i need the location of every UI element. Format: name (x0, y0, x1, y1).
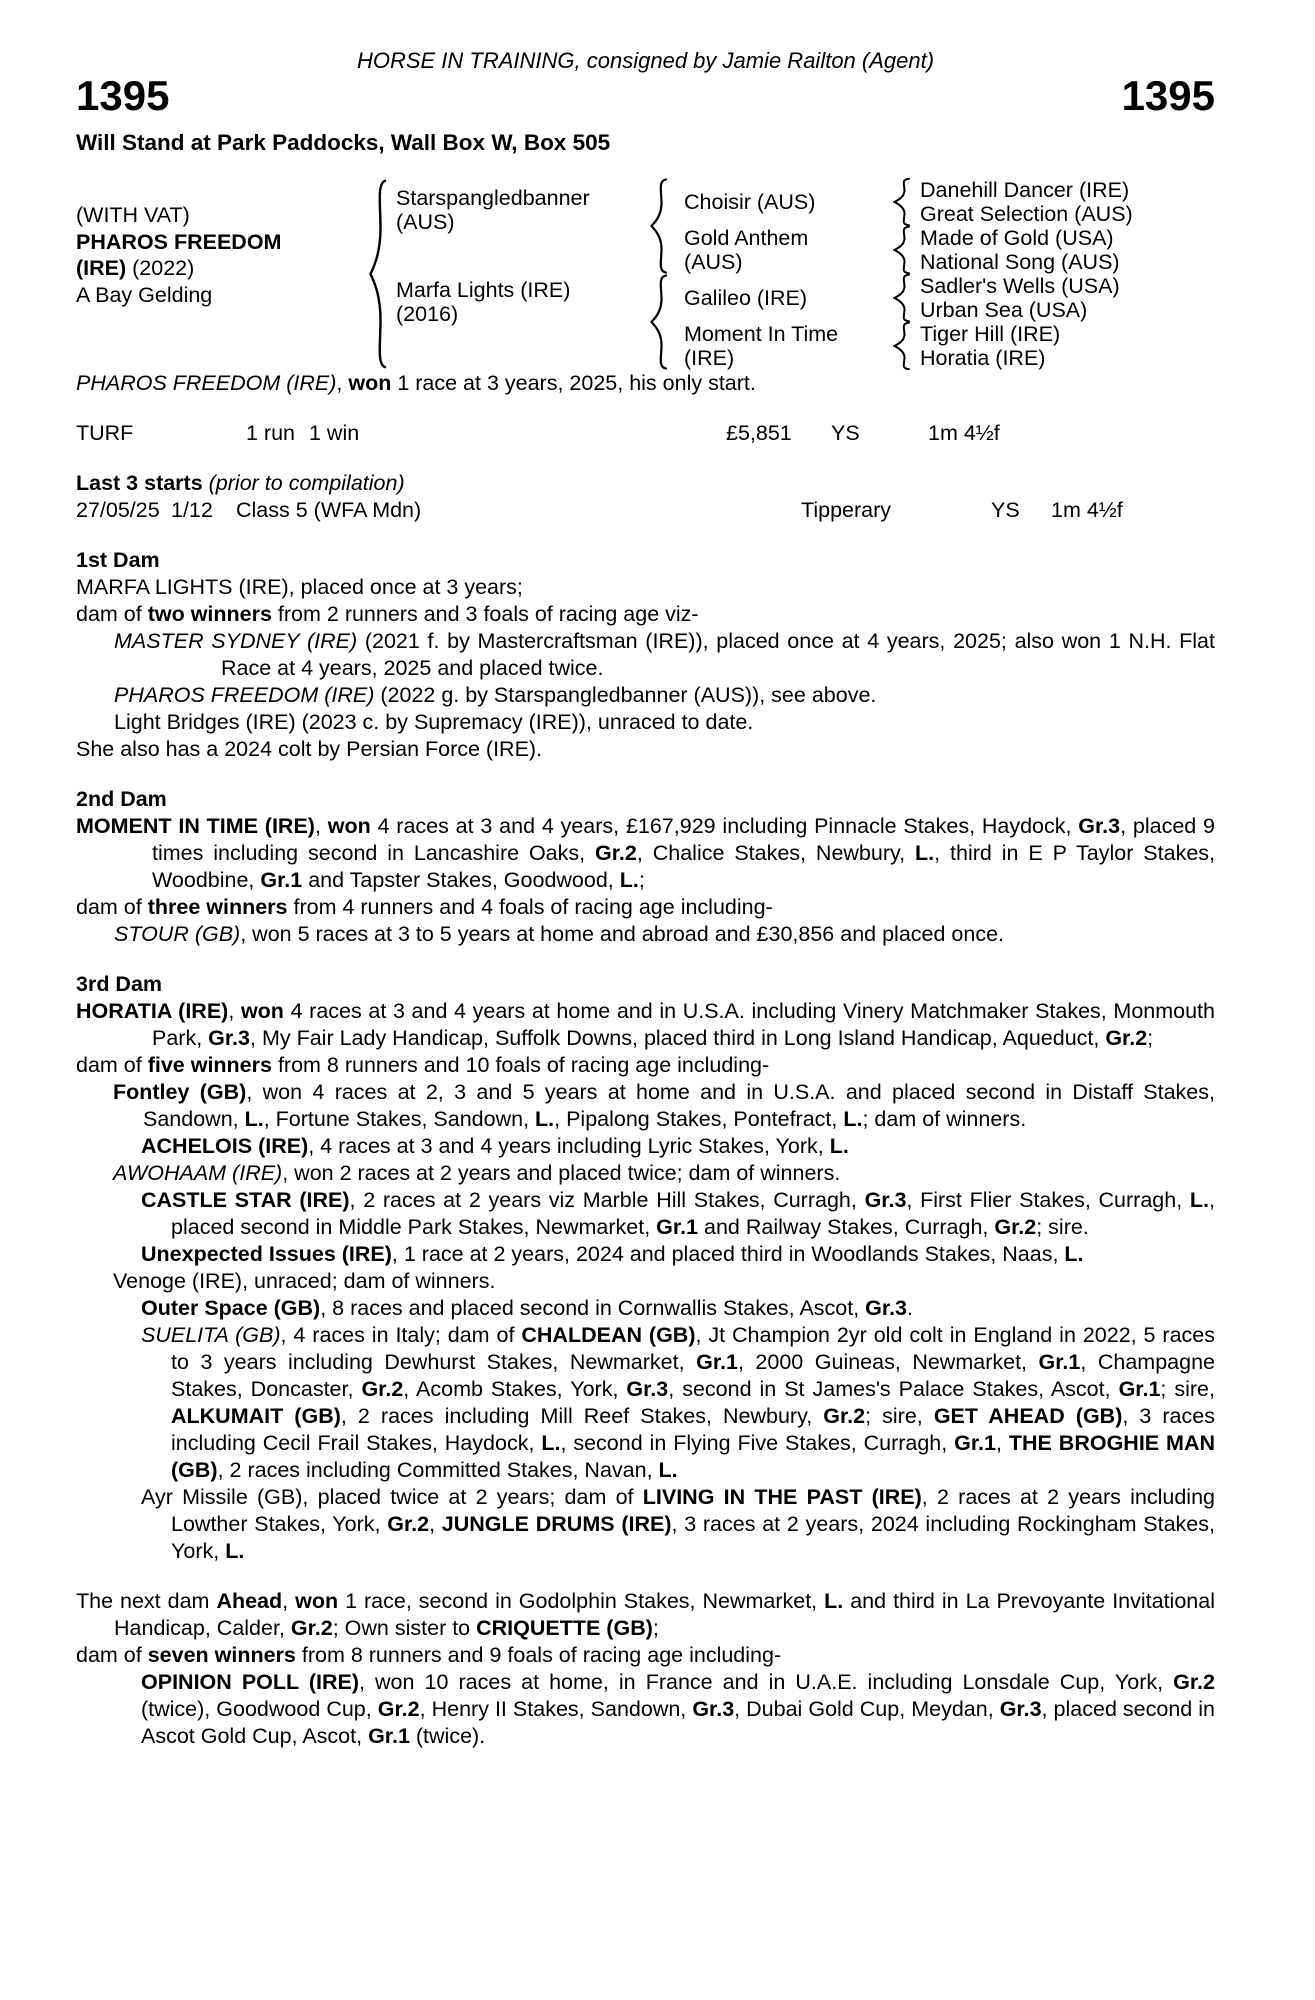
text-run: L. (535, 1107, 555, 1131)
start-course: Tipperary (801, 498, 892, 522)
text-run: 4 races at 3 and 4 years at home and in U.S.A. including Vinery Matchmaker Stakes, Monmouth Park, (152, 999, 1215, 1050)
text-run: PHAROS FREEDOM (IRE) (76, 371, 337, 395)
text-run: She also has a 2024 colt by Persian Force (IRE). (76, 737, 543, 761)
text-run: Fontley (GB) (113, 1080, 247, 1104)
text-run: , 2 races at 2 years including Lowther Stakes, York, (171, 1485, 1215, 1536)
text-run: ; Own sister to (332, 1616, 477, 1640)
pedigree-brace-icon (884, 226, 920, 274)
text-run: , First Flier Stakes, Curragh, (906, 1188, 1190, 1212)
stand-location: Will Stand at Park Paddocks, Wall Box W, Box 505 (76, 130, 611, 155)
text-run: MASTER SYDNEY (IRE) (114, 629, 358, 653)
text-run: , (429, 1512, 442, 1536)
text-run: , 3 races at 2 years, 2024 including Rockingham Stakes, York, (171, 1512, 1215, 1563)
pedigree-ancestor: National Song (AUS) (920, 250, 1120, 274)
text-run: CRIQUETTE (GB) (476, 1616, 653, 1640)
pedigree-ancestor: Made of Gold (USA) (920, 226, 1114, 250)
text-run: , won 5 races at 3 to 5 years at home and abroad and £30,856 and placed once. (240, 922, 1005, 946)
catalogue-paragraph (76, 1160, 1215, 1187)
text-run: SUELITA (GB) (141, 1323, 281, 1347)
text-run: and Tapster Stakes, Goodwood, (302, 868, 620, 892)
race-statistics-row (76, 420, 1215, 447)
text-run: MOMENT IN TIME (IRE) (76, 814, 315, 838)
pedigree-brace-icon (884, 274, 920, 322)
text-run: Gr.2 (1173, 1670, 1215, 1694)
catalogue-paragraph (76, 682, 1215, 709)
pedigree-brace-icon (634, 178, 684, 274)
catalogue-paragraph (76, 1241, 1215, 1268)
text-run: , second in St James's Palace Stakes, Ascot, (668, 1377, 1119, 1401)
text-run: won (295, 1589, 339, 1613)
text-run: , won 2 races at 2 years and placed twice; dam of winners. (282, 1161, 841, 1185)
pedigree-ancestor: Tiger Hill (IRE) (920, 322, 1061, 346)
text-run: , 2 races including Mill Reef Stakes, Newbury, (340, 1404, 824, 1428)
text-run: . (907, 1296, 913, 1320)
race-record-summary (76, 370, 1215, 397)
catalogue-paragraph (76, 601, 1215, 628)
text-run: (2022 g. by Starspangledbanner (AUS)), see above. (374, 683, 877, 707)
pedigree-ancestor: Sadler's Wells (USA) (920, 274, 1120, 298)
section-heading: 1st Dam (76, 548, 160, 572)
pedigree-ancestor: Urban Sea (USA) (920, 298, 1088, 322)
text-run: Venoge (IRE), unraced; dam of winners. (113, 1269, 496, 1293)
text-run: L. (1064, 1242, 1084, 1266)
text-run: L. (244, 1107, 264, 1131)
text-run: from 4 runners and 4 foals of racing age including- (287, 895, 773, 919)
text-run: won (348, 371, 392, 395)
pedigree-name: (IRE) (684, 346, 735, 370)
text-run: , won 4 races at 2, 3 and 5 years at home and in U.S.A. and placed second in Distaff Stakes, Sandown, (143, 1080, 1215, 1131)
text-run: Gr.2 (377, 1697, 420, 1721)
pedigree-brace-icon (634, 274, 684, 370)
text-run: , 4 races at 3 and 4 years including Lyric Stakes, York, (308, 1134, 830, 1158)
text-run: , 3 races including Cecil Frail Stakes, Haydock, (171, 1404, 1215, 1455)
start-going: YS (991, 498, 1020, 522)
pedigree-dam-sire (684, 274, 884, 322)
text-run: Gr.1 (696, 1350, 738, 1374)
text-run: , Fortune Stakes, Sandown, (263, 1107, 536, 1131)
text-run: ; dam of winners. (862, 1107, 1027, 1131)
text-run: L. (225, 1539, 245, 1563)
text-run: dam of (76, 1053, 148, 1077)
pedigree-name: Gold Anthem (684, 226, 809, 250)
catalogue-paragraph (76, 1268, 1215, 1295)
catalogue-paragraph (76, 813, 1215, 894)
pedigree-dam (396, 274, 634, 370)
stats-wins: 1 win (309, 421, 360, 445)
text-run: Gr.3 (1078, 814, 1121, 838)
start-class: Class 5 (WFA Mdn) (236, 498, 422, 522)
text-run: Gr.3 (626, 1377, 669, 1401)
text-run: CHALDEAN (GB) (521, 1323, 696, 1347)
catalogue-paragraph (76, 1484, 1215, 1565)
catalogue-paragraph (76, 921, 1215, 948)
text-run: and Railway Stakes, Curragh, (698, 1215, 995, 1239)
pedigree-sections (76, 547, 1215, 1750)
last-starts-label: Last 3 starts (76, 471, 203, 495)
text-run: L. (619, 868, 639, 892)
text-run: and third in La Prevoyante Invitational Handicap, Calder, (114, 1589, 1215, 1640)
text-run: won (240, 999, 284, 1023)
text-run: L. (824, 1589, 844, 1613)
text-run: Gr.1 (1038, 1350, 1081, 1374)
text-run: Unexpected Issues (IRE) (141, 1242, 392, 1266)
start-distance: 1m 4½f (1051, 498, 1123, 522)
text-run: Gr.1 (1118, 1377, 1161, 1401)
text-run: , (314, 814, 328, 838)
text-run: JUNGLE DRUMS (IRE) (441, 1512, 672, 1536)
stats-runs: 1 run (246, 421, 296, 445)
text-run: 4 races at 3 and 4 years, £167,929 including Pinnacle Stakes, Haydock, (370, 814, 1079, 838)
text-run: L. (843, 1107, 863, 1131)
pedigree-ancestor: Great Selection (AUS) (920, 202, 1133, 226)
text-run: ; sire, (865, 1404, 934, 1428)
catalogue-paragraph (76, 1669, 1215, 1750)
text-run: GET AHEAD (GB) (933, 1404, 1123, 1428)
text-run: , second in Flying Five Stakes, Curragh, (560, 1431, 955, 1455)
text-run: two winners (147, 602, 272, 626)
text-run: (twice). (409, 1724, 486, 1748)
text-run: , 8 races and placed second in Cornwallis Stakes, Ascot, (320, 1296, 866, 1320)
pedigree-name: Galileo (IRE) (684, 286, 808, 310)
text-run: , Jt Champion 2yr old colt in England in 2022, 5 races to 3 years including Dewhurst Stakes, Newmarket, (171, 1323, 1215, 1374)
catalogue-paragraph (76, 1322, 1215, 1484)
text-run: , Chalice Stakes, Newbury, (636, 841, 916, 865)
lot-number-right: 1395 (1121, 72, 1215, 119)
stats-distance: 1m 4½f (928, 421, 1000, 445)
text-run: , My Fair Lady Handicap, Suffolk Downs, placed third in Long Island Handicap, Aqueduct, (250, 1026, 1106, 1050)
text-run: Gr.1 (656, 1215, 699, 1239)
pedigree-ancestor: Danehill Dancer (IRE) (920, 178, 1130, 202)
text-run: dam of (76, 602, 148, 626)
text-run: L. (658, 1458, 678, 1482)
text-run: dam of (76, 1643, 148, 1667)
catalogue-paragraph (76, 1133, 1215, 1160)
catalogue-paragraph (76, 1187, 1215, 1241)
third-dam-section (76, 971, 1215, 1565)
text-run: , 2000 Guineas, Newmarket, (737, 1350, 1039, 1374)
text-run: ; (652, 1616, 659, 1640)
text-run: ; (638, 868, 645, 892)
text-run: Gr.3 (999, 1697, 1042, 1721)
pedigree-ancestor: Horatia (IRE) (920, 346, 1046, 370)
pedigree-brace-icon (884, 178, 920, 226)
lot-number-left: 1395 (76, 72, 170, 119)
text-run: , Dubai Gold Cup, Meydan, (734, 1697, 1000, 1721)
text-run: , Acomb Stakes, York, (403, 1377, 627, 1401)
vat-note: (WITH VAT) (76, 203, 190, 227)
text-run: Gr.2 (361, 1377, 404, 1401)
text-run: Ayr Missile (GB), placed twice at 2 years; dam of (141, 1485, 643, 1509)
text-run: , Champagne Stakes, Doncaster, (171, 1350, 1215, 1401)
pedigree-brace-icon (360, 178, 396, 370)
pedigree-brace-icon (884, 322, 920, 370)
pedigree-name: (2016) (396, 302, 459, 326)
text-run: , 2 races including Committed Stakes, Navan, (217, 1458, 659, 1482)
last-starts-note: (prior to compilation) (202, 471, 405, 495)
catalogue-paragraph (76, 574, 1215, 601)
text-run: L. (1189, 1188, 1210, 1212)
catalogue-paragraph (76, 998, 1215, 1052)
section-heading: 2nd Dam (76, 787, 167, 811)
text-run: Gr.3 (865, 1296, 908, 1320)
text-run: L. (541, 1431, 561, 1455)
text-run: , placed 9 times including second in Lancashire Oaks, (152, 814, 1216, 865)
section-heading: 3rd Dam (76, 972, 163, 996)
text-run: 1 race at 3 years, 2025, his only start. (391, 371, 756, 395)
text-run: won (327, 814, 371, 838)
text-run: from 8 runners and 10 foals of racing age including- (271, 1053, 770, 1077)
catalogue-paragraph (76, 1052, 1215, 1079)
text-run: ALKUMAIT (GB) (171, 1404, 341, 1428)
horse-description: A Bay Gelding (76, 282, 213, 307)
text-run: , third in E P Taylor Stakes, Woodbine, (152, 841, 1215, 892)
catalogue-paragraph (76, 628, 1215, 682)
catalogue-paragraph (76, 709, 1215, 736)
text-run: , (228, 999, 241, 1023)
text-run: three winners (147, 895, 288, 919)
pedigree-name: (AUS) (684, 250, 743, 274)
text-run: L. (915, 841, 935, 865)
pedigree-table (76, 178, 1215, 370)
text-run: Gr.2 (994, 1215, 1037, 1239)
text-run: ; (1147, 1026, 1154, 1050)
lot-number-row (76, 72, 1215, 119)
catalogue-paragraph (76, 736, 1215, 763)
text-run: from 2 runners and 3 foals of racing age viz- (271, 602, 699, 626)
horse-name-suffix-year (76, 255, 360, 282)
text-run: , (996, 1431, 1009, 1455)
text-run: Gr.2 (595, 841, 637, 865)
text-run: Outer Space (GB) (141, 1296, 321, 1320)
first-dam-section (76, 547, 1215, 763)
text-run: Light Bridges (IRE) (2023 c. by Supremacy (IRE)), unraced to date. (114, 710, 754, 734)
start-position: 1/12 (171, 498, 213, 522)
text-run: OPINION POLL (IRE) (141, 1670, 359, 1694)
text-run: , placed second in Middle Park Stakes, Newmarket, (171, 1188, 1215, 1239)
text-run: , (336, 371, 349, 395)
catalogue-paragraph (76, 1079, 1215, 1133)
second-dam-section (76, 786, 1215, 948)
text-run: Gr.1 (260, 868, 303, 892)
text-run: PHAROS FREEDOM (IRE) (114, 683, 375, 707)
text-run: AWOHAAM (IRE) (113, 1161, 283, 1185)
text-run: , 2 races at 2 years viz Marble Hill Stakes, Curragh, (349, 1188, 865, 1212)
pedigree-name: Moment In Time (684, 322, 839, 346)
text-run: ; sire. (1036, 1215, 1089, 1239)
text-run: HORATIA (IRE) (76, 999, 229, 1023)
text-run: Gr.2 (823, 1404, 866, 1428)
last-start-row (76, 497, 1215, 524)
text-run: , 4 races in Italy; dam of (280, 1323, 522, 1347)
text-run: Gr.2 (1105, 1026, 1148, 1050)
text-run: Gr.2 (387, 1512, 430, 1536)
consignment-line: HORSE IN TRAINING, consigned by Jamie Railton (Agent) (356, 48, 935, 73)
stats-going: YS (831, 421, 860, 445)
text-run: MARFA LIGHTS (IRE), placed once at 3 years; (76, 575, 523, 599)
catalogue-paragraph (76, 1295, 1215, 1322)
pedigree-sire-sire (684, 178, 884, 226)
pedigree-name: Choisir (AUS) (684, 190, 816, 214)
text-run: CASTLE STAR (IRE) (141, 1188, 350, 1212)
text-run: , Henry II Stakes, Sandown, (419, 1697, 693, 1721)
text-run: Ahead (216, 1589, 283, 1613)
horse-name (76, 229, 360, 256)
stats-surface: TURF (76, 421, 134, 445)
text-run: seven winners (147, 1643, 296, 1667)
text-run: dam of (76, 895, 148, 919)
text-run: 1 race, second in Godolphin Stakes, Newmarket, (338, 1589, 825, 1613)
start-date: 27/05/25 (76, 498, 160, 522)
catalogue-paragraph (76, 894, 1215, 921)
text-run: LIVING IN THE PAST (IRE) (642, 1485, 922, 1509)
pedigree-name: (AUS) (396, 210, 455, 234)
text-run: , 1 race at 2 years, 2024 and placed third in Woodlands Stakes, Naas, (391, 1242, 1065, 1266)
text-run: (twice), Goodwood Cup, (141, 1697, 378, 1721)
pedigree-name: Marfa Lights (IRE) (396, 278, 571, 302)
catalogue-paragraph (76, 1642, 1215, 1669)
text-run: Gr.2 (290, 1616, 333, 1640)
horse-details (76, 178, 360, 370)
text-run: L. (829, 1134, 849, 1158)
text-run: ACHELOIS (IRE) (141, 1134, 309, 1158)
text-run: STOUR (GB) (114, 922, 241, 946)
text-run: , Pipalong Stakes, Pontefract, (554, 1107, 844, 1131)
pedigree-name: Starspangledbanner (396, 186, 590, 210)
text-run: , placed second in Ascot Gold Cup, Ascot, (141, 1697, 1216, 1748)
text-run: (IRE) (76, 256, 127, 280)
text-run: Gr.3 (692, 1697, 735, 1721)
stats-earnings: £5,851 (726, 421, 792, 445)
text-run: (2022) (126, 256, 195, 280)
last-starts-header (76, 470, 1215, 497)
catalogue-paragraph (76, 1588, 1215, 1642)
pedigree-dam-dam (684, 322, 884, 370)
text-run: Gr.3 (208, 1026, 250, 1050)
text-run: , won 10 races at home, in France and in U.A.E. including Lonsdale Cup, York, (359, 1670, 1174, 1694)
pedigree-sire-dam (684, 226, 884, 274)
text-run: Gr.1 (368, 1724, 410, 1748)
text-run: (2021 f. by Mastercraftsman (IRE)), placed once at 4 years, 2025; also won 1 N.H. Flat Race at 4 years, 2025 and placed twice. (221, 629, 1215, 680)
text-run: Gr.3 (864, 1188, 907, 1212)
next-dam-section (76, 1588, 1215, 1750)
text-run: THE BROGHIE MAN (GB) (171, 1431, 1216, 1482)
text-run: ; sire, (1160, 1377, 1215, 1401)
text-run: from 8 runners and 9 foals of racing age including- (295, 1643, 782, 1667)
text-run: PHAROS FREEDOM (76, 229, 282, 254)
text-run: The next dam (76, 1589, 217, 1613)
pedigree-sire (396, 178, 634, 274)
text-run: , (282, 1589, 296, 1613)
text-run: Gr.1 (954, 1431, 996, 1455)
text-run: five winners (147, 1053, 272, 1077)
